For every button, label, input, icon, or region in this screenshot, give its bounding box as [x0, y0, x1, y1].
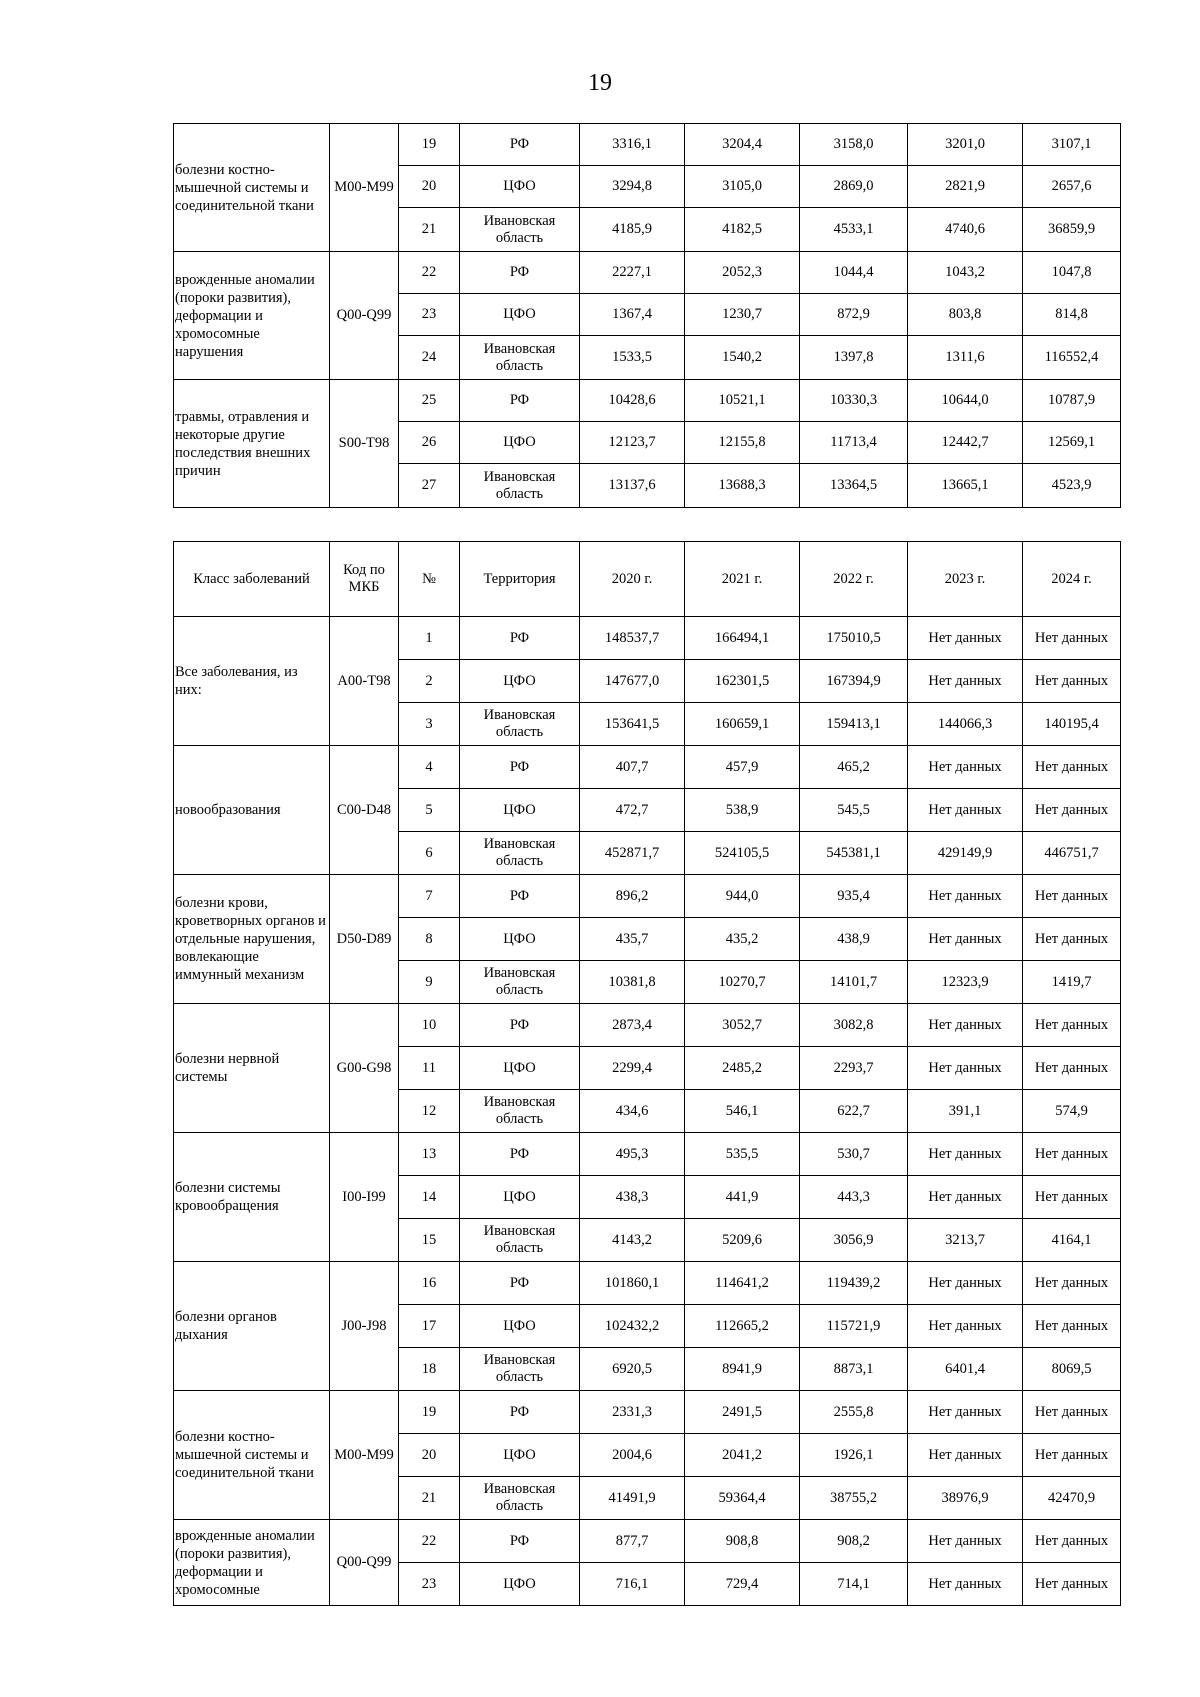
- row-number-cell: 20: [399, 166, 460, 208]
- value-cell-2024: Нет данных: [1023, 1305, 1121, 1348]
- value-cell-2022: 3056,9: [800, 1219, 908, 1262]
- value-cell-2020: 102432,2: [580, 1305, 685, 1348]
- value-cell-2024: 3107,1: [1023, 124, 1121, 166]
- row-number-cell: 3: [399, 703, 460, 746]
- header-number: №: [399, 542, 460, 617]
- territory-cell: ЦФО: [460, 1434, 580, 1477]
- row-number-cell: 9: [399, 961, 460, 1004]
- value-cell-2020: 2004,6: [580, 1434, 685, 1477]
- value-cell-2023: Нет данных: [908, 1520, 1023, 1563]
- value-cell-2023: 12323,9: [908, 961, 1023, 1004]
- disease-class-cell: врожденные аномалии (пороки развития), деформации и хромосомные нарушения: [174, 252, 330, 380]
- value-cell-2021: 3052,7: [685, 1004, 800, 1047]
- value-cell-2023: 4740,6: [908, 208, 1023, 252]
- row-number-cell: 13: [399, 1133, 460, 1176]
- value-cell-2020: 10428,6: [580, 380, 685, 422]
- value-cell-2021: 435,2: [685, 918, 800, 961]
- table-row: [174, 1391, 1121, 1434]
- value-cell-2022: 3082,8: [800, 1004, 908, 1047]
- value-cell-2021: 729,4: [685, 1563, 800, 1606]
- value-cell-2024: 42470,9: [1023, 1477, 1121, 1520]
- row-number-cell: 4: [399, 746, 460, 789]
- table-row: [174, 1262, 1121, 1305]
- row-number-cell: 24: [399, 336, 460, 380]
- table-row: [174, 1520, 1121, 1563]
- value-cell-2022: 167394,9: [800, 660, 908, 703]
- value-cell-2021: 10521,1: [685, 380, 800, 422]
- value-cell-2021: 13688,3: [685, 464, 800, 508]
- value-cell-2022: 38755,2: [800, 1477, 908, 1520]
- territory-cell: ЦФО: [460, 1305, 580, 1348]
- value-cell-2021: 908,8: [685, 1520, 800, 1563]
- value-cell-2022: 465,2: [800, 746, 908, 789]
- value-cell-2023: Нет данных: [908, 1176, 1023, 1219]
- value-cell-2022: 159413,1: [800, 703, 908, 746]
- value-cell-2024: 814,8: [1023, 294, 1121, 336]
- value-cell-2024: Нет данных: [1023, 789, 1121, 832]
- icd-code-cell: M00-M99: [330, 124, 399, 252]
- value-cell-2024: Нет данных: [1023, 1391, 1121, 1434]
- value-cell-2021: 12155,8: [685, 422, 800, 464]
- row-number-cell: 5: [399, 789, 460, 832]
- value-cell-2021: 10270,7: [685, 961, 800, 1004]
- icd-code-cell: Q00-Q99: [330, 252, 399, 380]
- value-cell-2022: 1926,1: [800, 1434, 908, 1477]
- value-cell-2023: Нет данных: [908, 789, 1023, 832]
- value-cell-2021: 1540,2: [685, 336, 800, 380]
- value-cell-2022: 872,9: [800, 294, 908, 336]
- value-cell-2020: 452871,7: [580, 832, 685, 875]
- value-cell-2022: 3158,0: [800, 124, 908, 166]
- territory-cell: РФ: [460, 875, 580, 918]
- table-header: [174, 542, 1121, 617]
- header-class: Класс заболеваний: [174, 542, 330, 617]
- territory-cell: РФ: [460, 617, 580, 660]
- header-2021: 2021 г.: [685, 542, 800, 617]
- value-cell-2024: Нет данных: [1023, 1004, 1121, 1047]
- value-cell-2023: 144066,3: [908, 703, 1023, 746]
- row-number-cell: 22: [399, 252, 460, 294]
- row-number-cell: 21: [399, 208, 460, 252]
- table-row: [174, 380, 1121, 422]
- value-cell-2020: 13137,6: [580, 464, 685, 508]
- territory-cell: ЦФО: [460, 789, 580, 832]
- value-cell-2021: 59364,4: [685, 1477, 800, 1520]
- value-cell-2020: 41491,9: [580, 1477, 685, 1520]
- value-cell-2024: Нет данных: [1023, 617, 1121, 660]
- icd-code-cell: C00-D48: [330, 746, 399, 875]
- value-cell-2021: 538,9: [685, 789, 800, 832]
- row-number-cell: 27: [399, 464, 460, 508]
- value-cell-2024: Нет данных: [1023, 660, 1121, 703]
- value-cell-2024: 4164,1: [1023, 1219, 1121, 1262]
- territory-cell: РФ: [460, 1391, 580, 1434]
- territory-cell: Ивановская область: [460, 208, 580, 252]
- value-cell-2022: 119439,2: [800, 1262, 908, 1305]
- row-number-cell: 14: [399, 1176, 460, 1219]
- value-cell-2024: 1419,7: [1023, 961, 1121, 1004]
- value-cell-2023: 2821,9: [908, 166, 1023, 208]
- value-cell-2023: Нет данных: [908, 1391, 1023, 1434]
- value-cell-2021: 4182,5: [685, 208, 800, 252]
- value-cell-2023: Нет данных: [908, 1563, 1023, 1606]
- value-cell-2020: 2331,3: [580, 1391, 685, 1434]
- value-cell-2023: 6401,4: [908, 1348, 1023, 1391]
- disease-class-cell: болезни крови, кроветворных органов и отдельные нарушения, вовлекающие иммунный механизм: [174, 875, 330, 1004]
- row-number-cell: 10: [399, 1004, 460, 1047]
- row-number-cell: 19: [399, 1391, 460, 1434]
- value-cell-2022: 935,4: [800, 875, 908, 918]
- value-cell-2020: 147677,0: [580, 660, 685, 703]
- header-code: Код по МКБ: [330, 542, 399, 617]
- disease-class-cell: болезни нервной системы: [174, 1004, 330, 1133]
- territory-cell: ЦФО: [460, 422, 580, 464]
- icd-code-cell: M00-M99: [330, 1391, 399, 1520]
- value-cell-2024: 12569,1: [1023, 422, 1121, 464]
- territory-cell: РФ: [460, 252, 580, 294]
- row-number-cell: 16: [399, 1262, 460, 1305]
- value-cell-2021: 114641,2: [685, 1262, 800, 1305]
- value-cell-2024: 1047,8: [1023, 252, 1121, 294]
- value-cell-2020: 896,2: [580, 875, 685, 918]
- row-number-cell: 21: [399, 1477, 460, 1520]
- value-cell-2021: 2485,2: [685, 1047, 800, 1090]
- value-cell-2022: 1397,8: [800, 336, 908, 380]
- row-number-cell: 18: [399, 1348, 460, 1391]
- value-cell-2021: 546,1: [685, 1090, 800, 1133]
- value-cell-2024: Нет данных: [1023, 1176, 1121, 1219]
- header-2022: 2022 г.: [800, 542, 908, 617]
- value-cell-2023: Нет данных: [908, 660, 1023, 703]
- value-cell-2021: 162301,5: [685, 660, 800, 703]
- value-cell-2020: 10381,8: [580, 961, 685, 1004]
- row-number-cell: 19: [399, 124, 460, 166]
- territory-cell: РФ: [460, 1004, 580, 1047]
- table-row: [174, 124, 1121, 166]
- value-cell-2024: 8069,5: [1023, 1348, 1121, 1391]
- row-number-cell: 12: [399, 1090, 460, 1133]
- header-2024: 2024 г.: [1023, 542, 1121, 617]
- value-cell-2020: 3316,1: [580, 124, 685, 166]
- value-cell-2021: 535,5: [685, 1133, 800, 1176]
- disease-class-cell: новообразования: [174, 746, 330, 875]
- value-cell-2020: 4143,2: [580, 1219, 685, 1262]
- value-cell-2023: Нет данных: [908, 918, 1023, 961]
- row-number-cell: 23: [399, 294, 460, 336]
- value-cell-2022: 4533,1: [800, 208, 908, 252]
- territory-cell: РФ: [460, 1262, 580, 1305]
- value-cell-2021: 944,0: [685, 875, 800, 918]
- value-cell-2022: 11713,4: [800, 422, 908, 464]
- value-cell-2020: 1533,5: [580, 336, 685, 380]
- disease-class-cell: травмы, отравления и некоторые другие последствия внешних причин: [174, 380, 330, 508]
- value-cell-2022: 622,7: [800, 1090, 908, 1133]
- morbidity-table-continued: [173, 123, 1121, 508]
- value-cell-2022: 10330,3: [800, 380, 908, 422]
- value-cell-2022: 545381,1: [800, 832, 908, 875]
- disease-class-cell: болезни костно-мышечной системы и соединительной ткани: [174, 1391, 330, 1520]
- icd-code-cell: Q00-Q99: [330, 1520, 399, 1606]
- value-cell-2021: 2052,3: [685, 252, 800, 294]
- table-row: [174, 252, 1121, 294]
- value-cell-2024: 574,9: [1023, 1090, 1121, 1133]
- territory-cell: ЦФО: [460, 660, 580, 703]
- value-cell-2023: Нет данных: [908, 1262, 1023, 1305]
- value-cell-2023: Нет данных: [908, 1305, 1023, 1348]
- value-cell-2022: 438,9: [800, 918, 908, 961]
- row-number-cell: 7: [399, 875, 460, 918]
- value-cell-2022: 1044,4: [800, 252, 908, 294]
- value-cell-2020: 1367,4: [580, 294, 685, 336]
- value-cell-2020: 2873,4: [580, 1004, 685, 1047]
- value-cell-2022: 714,1: [800, 1563, 908, 1606]
- icd-code-cell: A00-T98: [330, 617, 399, 746]
- value-cell-2021: 2491,5: [685, 1391, 800, 1434]
- value-cell-2024: Нет данных: [1023, 1563, 1121, 1606]
- value-cell-2023: Нет данных: [908, 746, 1023, 789]
- value-cell-2020: 877,7: [580, 1520, 685, 1563]
- table-row: [174, 1133, 1121, 1176]
- morbidity-table: [173, 541, 1121, 1606]
- value-cell-2020: 2227,1: [580, 252, 685, 294]
- value-cell-2020: 153641,5: [580, 703, 685, 746]
- header-2020: 2020 г.: [580, 542, 685, 617]
- value-cell-2021: 1230,7: [685, 294, 800, 336]
- value-cell-2023: 429149,9: [908, 832, 1023, 875]
- value-cell-2020: 101860,1: [580, 1262, 685, 1305]
- territory-cell: Ивановская область: [460, 1219, 580, 1262]
- value-cell-2020: 434,6: [580, 1090, 685, 1133]
- value-cell-2021: 441,9: [685, 1176, 800, 1219]
- value-cell-2024: 116552,4: [1023, 336, 1121, 380]
- value-cell-2020: 2299,4: [580, 1047, 685, 1090]
- value-cell-2024: 140195,4: [1023, 703, 1121, 746]
- value-cell-2021: 457,9: [685, 746, 800, 789]
- row-number-cell: 26: [399, 422, 460, 464]
- territory-cell: ЦФО: [460, 1176, 580, 1219]
- territory-cell: РФ: [460, 380, 580, 422]
- value-cell-2023: 1311,6: [908, 336, 1023, 380]
- value-cell-2024: 446751,7: [1023, 832, 1121, 875]
- value-cell-2020: 3294,8: [580, 166, 685, 208]
- value-cell-2022: 175010,5: [800, 617, 908, 660]
- value-cell-2022: 530,7: [800, 1133, 908, 1176]
- value-cell-2023: 803,8: [908, 294, 1023, 336]
- value-cell-2020: 495,3: [580, 1133, 685, 1176]
- value-cell-2021: 8941,9: [685, 1348, 800, 1391]
- icd-code-cell: G00-G98: [330, 1004, 399, 1133]
- header-territory: Территория: [460, 542, 580, 617]
- icd-code-cell: S00-T98: [330, 380, 399, 508]
- disease-class-cell: врожденные аномалии (пороки развития), деформации и хромосомные: [174, 1520, 330, 1606]
- value-cell-2020: 435,7: [580, 918, 685, 961]
- territory-cell: Ивановская область: [460, 1090, 580, 1133]
- value-cell-2022: 8873,1: [800, 1348, 908, 1391]
- icd-code-cell: D50-D89: [330, 875, 399, 1004]
- value-cell-2024: 10787,9: [1023, 380, 1121, 422]
- territory-cell: РФ: [460, 746, 580, 789]
- value-cell-2022: 13364,5: [800, 464, 908, 508]
- table-row: [174, 1004, 1121, 1047]
- table-row: [174, 617, 1121, 660]
- value-cell-2024: 2657,6: [1023, 166, 1121, 208]
- value-cell-2024: Нет данных: [1023, 918, 1121, 961]
- value-cell-2020: 6920,5: [580, 1348, 685, 1391]
- value-cell-2023: Нет данных: [908, 1434, 1023, 1477]
- value-cell-2022: 2293,7: [800, 1047, 908, 1090]
- value-cell-2024: Нет данных: [1023, 1133, 1121, 1176]
- row-number-cell: 11: [399, 1047, 460, 1090]
- territory-cell: РФ: [460, 1133, 580, 1176]
- row-number-cell: 8: [399, 918, 460, 961]
- value-cell-2022: 2555,8: [800, 1391, 908, 1434]
- value-cell-2020: 4185,9: [580, 208, 685, 252]
- row-number-cell: 2: [399, 660, 460, 703]
- territory-cell: ЦФО: [460, 1563, 580, 1606]
- value-cell-2023: 38976,9: [908, 1477, 1023, 1520]
- icd-code-cell: I00-I99: [330, 1133, 399, 1262]
- territory-cell: Ивановская область: [460, 464, 580, 508]
- row-number-cell: 1: [399, 617, 460, 660]
- row-number-cell: 23: [399, 1563, 460, 1606]
- territory-cell: Ивановская область: [460, 961, 580, 1004]
- value-cell-2021: 2041,2: [685, 1434, 800, 1477]
- territory-cell: ЦФО: [460, 1047, 580, 1090]
- value-cell-2023: Нет данных: [908, 1047, 1023, 1090]
- value-cell-2024: 4523,9: [1023, 464, 1121, 508]
- value-cell-2023: 13665,1: [908, 464, 1023, 508]
- value-cell-2021: 3105,0: [685, 166, 800, 208]
- disease-class-cell: болезни системы кровообращения: [174, 1133, 330, 1262]
- disease-class-cell: Все заболевания, из них:: [174, 617, 330, 746]
- disease-class-cell: болезни органов дыхания: [174, 1262, 330, 1391]
- value-cell-2022: 115721,9: [800, 1305, 908, 1348]
- row-number-cell: 6: [399, 832, 460, 875]
- value-cell-2022: 545,5: [800, 789, 908, 832]
- value-cell-2024: Нет данных: [1023, 746, 1121, 789]
- territory-cell: Ивановская область: [460, 703, 580, 746]
- territory-cell: ЦФО: [460, 918, 580, 961]
- territory-cell: Ивановская область: [460, 336, 580, 380]
- value-cell-2024: Нет данных: [1023, 1434, 1121, 1477]
- value-cell-2023: 10644,0: [908, 380, 1023, 422]
- table-row: [174, 746, 1121, 789]
- icd-code-cell: J00-J98: [330, 1262, 399, 1391]
- territory-cell: Ивановская область: [460, 832, 580, 875]
- row-number-cell: 17: [399, 1305, 460, 1348]
- row-number-cell: 25: [399, 380, 460, 422]
- value-cell-2021: 166494,1: [685, 617, 800, 660]
- value-cell-2024: Нет данных: [1023, 875, 1121, 918]
- disease-class-cell: болезни костно-мышечной системы и соединительной ткани: [174, 124, 330, 252]
- value-cell-2023: 1043,2: [908, 252, 1023, 294]
- value-cell-2020: 716,1: [580, 1563, 685, 1606]
- page-number: 19: [588, 70, 612, 96]
- value-cell-2020: 472,7: [580, 789, 685, 832]
- value-cell-2023: 391,1: [908, 1090, 1023, 1133]
- territory-cell: Ивановская область: [460, 1348, 580, 1391]
- table-row: [174, 875, 1121, 918]
- value-cell-2020: 12123,7: [580, 422, 685, 464]
- value-cell-2021: 112665,2: [685, 1305, 800, 1348]
- row-number-cell: 20: [399, 1434, 460, 1477]
- table-body: [174, 617, 1121, 1606]
- value-cell-2023: Нет данных: [908, 1004, 1023, 1047]
- row-number-cell: 15: [399, 1219, 460, 1262]
- territory-cell: РФ: [460, 124, 580, 166]
- value-cell-2022: 443,3: [800, 1176, 908, 1219]
- value-cell-2024: Нет данных: [1023, 1047, 1121, 1090]
- territory-cell: ЦФО: [460, 166, 580, 208]
- value-cell-2024: Нет данных: [1023, 1520, 1121, 1563]
- value-cell-2021: 160659,1: [685, 703, 800, 746]
- value-cell-2024: 36859,9: [1023, 208, 1121, 252]
- value-cell-2020: 438,3: [580, 1176, 685, 1219]
- value-cell-2020: 148537,7: [580, 617, 685, 660]
- value-cell-2024: Нет данных: [1023, 1262, 1121, 1305]
- value-cell-2023: Нет данных: [908, 617, 1023, 660]
- value-cell-2022: 908,2: [800, 1520, 908, 1563]
- value-cell-2023: Нет данных: [908, 875, 1023, 918]
- value-cell-2021: 5209,6: [685, 1219, 800, 1262]
- value-cell-2020: 407,7: [580, 746, 685, 789]
- territory-cell: Ивановская область: [460, 1477, 580, 1520]
- territory-cell: РФ: [460, 1520, 580, 1563]
- header-2023: 2023 г.: [908, 542, 1023, 617]
- value-cell-2022: 14101,7: [800, 961, 908, 1004]
- territory-cell: ЦФО: [460, 294, 580, 336]
- row-number-cell: 22: [399, 1520, 460, 1563]
- value-cell-2022: 2869,0: [800, 166, 908, 208]
- table-body: [174, 124, 1121, 508]
- value-cell-2023: 3213,7: [908, 1219, 1023, 1262]
- value-cell-2023: Нет данных: [908, 1133, 1023, 1176]
- value-cell-2021: 524105,5: [685, 832, 800, 875]
- value-cell-2023: 12442,7: [908, 422, 1023, 464]
- value-cell-2021: 3204,4: [685, 124, 800, 166]
- value-cell-2023: 3201,0: [908, 124, 1023, 166]
